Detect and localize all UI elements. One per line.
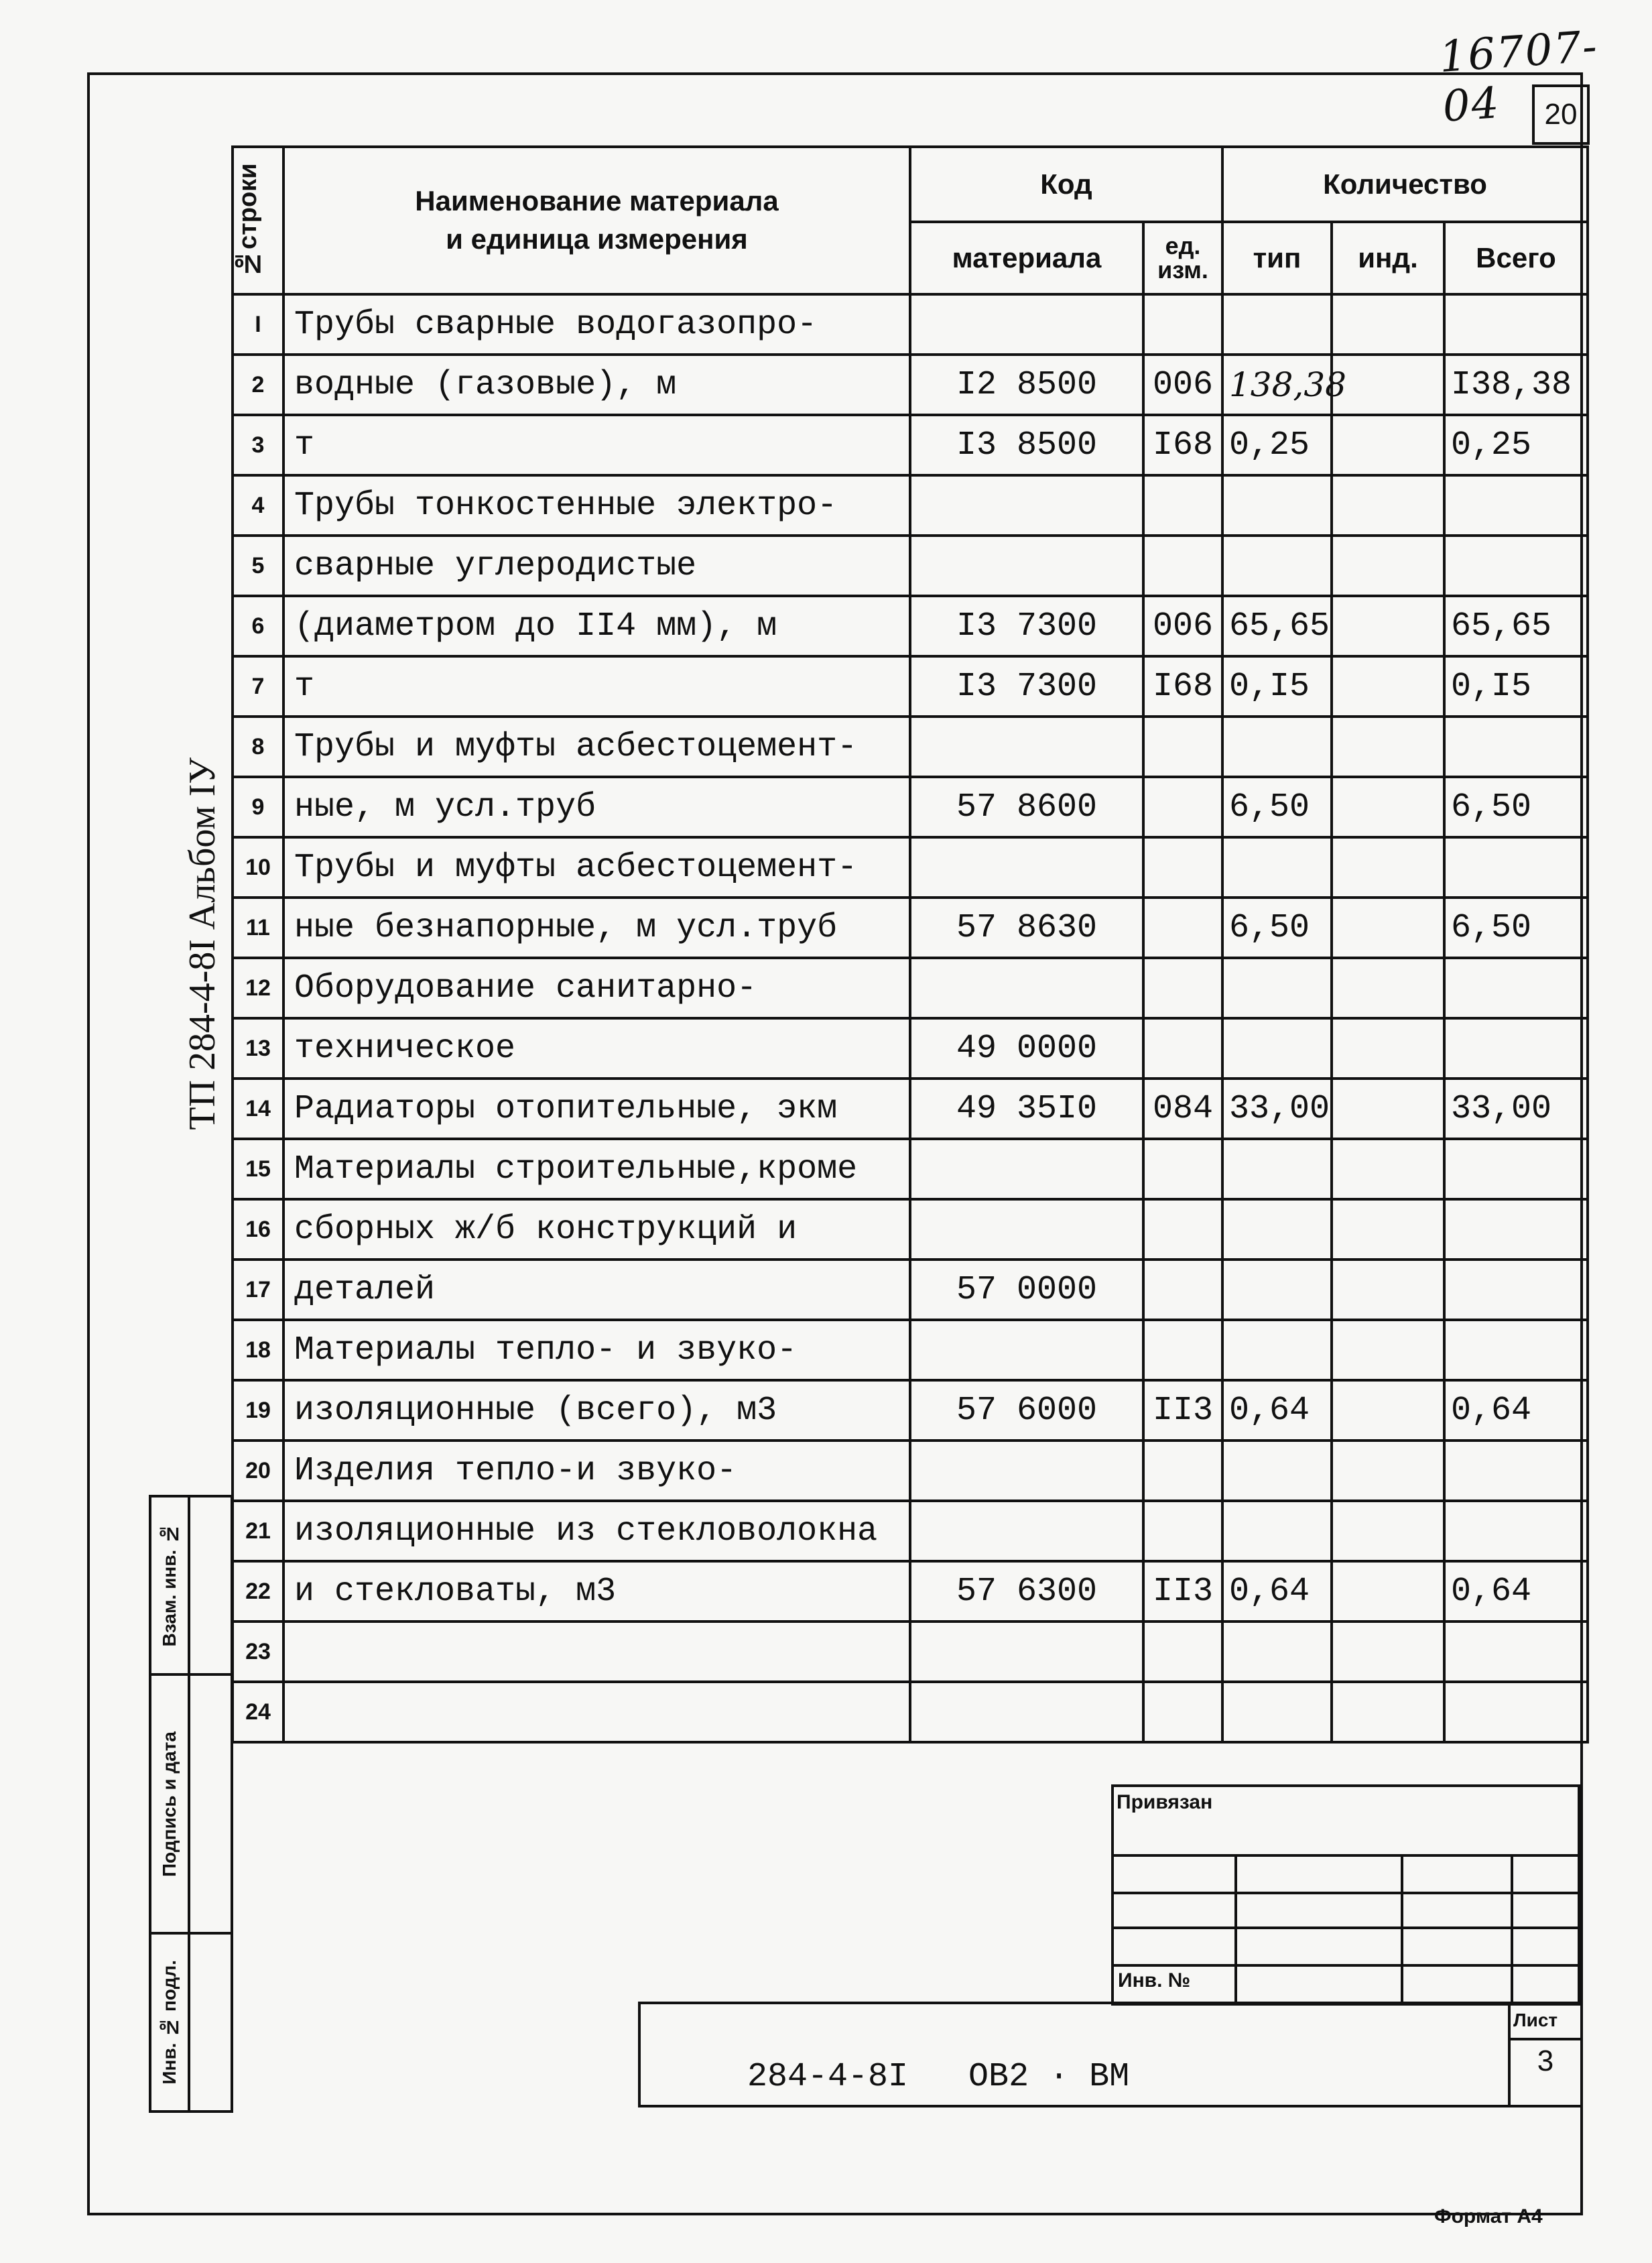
qty-total — [1444, 1018, 1588, 1079]
qty-type: 6,50 — [1222, 777, 1332, 837]
material-code: I3 8500 — [910, 415, 1143, 475]
unit-code — [1143, 1260, 1222, 1320]
row-number: 15 — [233, 1139, 283, 1199]
qty-ind — [1332, 415, 1444, 475]
qty-type — [1222, 717, 1332, 777]
row-number: 18 — [233, 1320, 283, 1380]
header-qty-ind: инд. — [1332, 222, 1444, 294]
signature-date-cell: Подпись и дата — [149, 1673, 190, 1935]
material-name: техническое — [283, 1018, 910, 1079]
row-number: 2 — [233, 355, 283, 415]
row-number: 19 — [233, 1380, 283, 1441]
qty-ind — [1332, 1561, 1444, 1622]
qty-total: I38,38 — [1444, 355, 1588, 415]
material-name: деталей — [283, 1260, 910, 1320]
qty-total — [1444, 837, 1588, 898]
table-row — [233, 1561, 1588, 1622]
material-code — [910, 1199, 1143, 1260]
unit-code — [1143, 898, 1222, 958]
row-number: 14 — [233, 1079, 283, 1139]
row-number: 9 — [233, 777, 283, 837]
qty-ind — [1332, 717, 1444, 777]
row-number: 12 — [233, 958, 283, 1018]
header-qty-type: тип — [1222, 222, 1332, 294]
unit-code: II3 — [1143, 1561, 1222, 1622]
qty-type — [1222, 837, 1332, 898]
material-name: т — [283, 656, 910, 717]
qty-type: 0,64 — [1222, 1561, 1332, 1622]
qty-type — [1222, 1199, 1332, 1260]
material-name: Трубы и муфты асбестоцемент- — [283, 837, 910, 898]
material-name: Трубы и муфты асбестоцемент- — [283, 717, 910, 777]
material-name — [283, 1682, 910, 1742]
qty-ind — [1332, 898, 1444, 958]
row-number: I — [233, 294, 283, 355]
row-number: 22 — [233, 1561, 283, 1622]
table-row — [233, 355, 1588, 415]
unit-code: I68 — [1143, 415, 1222, 475]
qty-ind — [1332, 1501, 1444, 1561]
material-name — [283, 1622, 910, 1682]
qty-total — [1444, 475, 1588, 536]
qty-total — [1444, 1320, 1588, 1380]
unit-code — [1143, 294, 1222, 355]
qty-type: 0,25 — [1222, 415, 1332, 475]
qty-type — [1222, 1622, 1332, 1682]
qty-ind — [1332, 1260, 1444, 1320]
material-code — [910, 1320, 1143, 1380]
qty-type — [1222, 1320, 1332, 1380]
qty-ind — [1332, 1079, 1444, 1139]
qty-type — [1222, 1018, 1332, 1079]
table-row — [233, 294, 1588, 355]
table-row — [233, 717, 1588, 777]
material-code — [910, 536, 1143, 596]
material-code — [910, 1501, 1143, 1561]
qty-type: 0,I5 — [1222, 656, 1332, 717]
qty-type — [1222, 1441, 1332, 1501]
row-number: 16 — [233, 1199, 283, 1260]
table-row — [233, 1199, 1588, 1260]
album-label: ТП 284-4-8I Альбом IУ — [182, 757, 223, 1130]
table-row — [233, 1682, 1588, 1742]
qty-type: 33,00 — [1222, 1079, 1332, 1139]
table-row — [233, 1079, 1588, 1139]
unit-code — [1143, 1441, 1222, 1501]
row-number: 13 — [233, 1018, 283, 1079]
table-row — [233, 777, 1588, 837]
qty-type: 0,64 — [1222, 1380, 1332, 1441]
qty-total — [1444, 958, 1588, 1018]
qty-ind — [1332, 355, 1444, 415]
row-number: 11 — [233, 898, 283, 958]
qty-total: 0,25 — [1444, 415, 1588, 475]
table-row — [233, 1441, 1588, 1501]
material-code: I3 7300 — [910, 656, 1143, 717]
page-number: 20 — [1532, 84, 1590, 145]
unit-code — [1143, 837, 1222, 898]
unit-code — [1143, 958, 1222, 1018]
table-row — [233, 475, 1588, 536]
header-code-material: материала — [910, 222, 1143, 294]
unit-code — [1143, 1320, 1222, 1380]
qty-type — [1222, 1260, 1332, 1320]
material-code: I2 8500 — [910, 355, 1143, 415]
material-code: 57 6000 — [910, 1380, 1143, 1441]
row-number: 10 — [233, 837, 283, 898]
unit-code: II3 — [1143, 1380, 1222, 1441]
material-code — [910, 1682, 1143, 1742]
qty-type — [1222, 536, 1332, 596]
material-name: ные безнапорные, м усл.труб — [283, 898, 910, 958]
qty-type — [1222, 1139, 1332, 1199]
approval-stamp-column — [149, 1495, 233, 2112]
material-code: 49 0000 — [910, 1018, 1143, 1079]
qty-total: 65,65 — [1444, 596, 1588, 656]
qty-ind — [1332, 1139, 1444, 1199]
qty-type — [1222, 475, 1332, 536]
qty-type: 6,50 — [1222, 898, 1332, 958]
unit-code: I68 — [1143, 656, 1222, 717]
material-code — [910, 1139, 1143, 1199]
material-code — [910, 475, 1143, 536]
row-number: 4 — [233, 475, 283, 536]
material-name: Радиаторы отопительные, экм — [283, 1079, 910, 1139]
material-code — [910, 294, 1143, 355]
qty-ind — [1332, 475, 1444, 536]
material-code — [910, 1622, 1143, 1682]
material-name: изоляционные (всего), м3 — [283, 1380, 910, 1441]
header-qty-total: Всего — [1444, 222, 1588, 294]
table-row — [233, 1501, 1588, 1561]
material-name: Изделия тепло-и звуко- — [283, 1441, 910, 1501]
qty-total — [1444, 1682, 1588, 1742]
unit-code — [1143, 777, 1222, 837]
unit-code: 084 — [1143, 1079, 1222, 1139]
row-number: 6 — [233, 596, 283, 656]
qty-type — [1222, 294, 1332, 355]
qty-type: 138,38 — [1222, 355, 1332, 415]
materials-table — [231, 145, 1589, 1744]
material-code: 57 8600 — [910, 777, 1143, 837]
table-row — [233, 536, 1588, 596]
qty-total — [1444, 1622, 1588, 1682]
sheet-number: 3 — [1537, 2044, 1554, 2077]
material-code — [910, 958, 1143, 1018]
table-row — [233, 596, 1588, 656]
original-inv-cell: Инв. № подл. — [149, 1932, 190, 2113]
material-code: 57 8630 — [910, 898, 1143, 958]
qty-type — [1222, 1501, 1332, 1561]
unit-code — [1143, 1199, 1222, 1260]
qty-ind — [1332, 1199, 1444, 1260]
header-code-unit: ед. изм. — [1143, 222, 1222, 294]
qty-ind — [1332, 1441, 1444, 1501]
header-name: Наименование материала и единица измерения — [283, 147, 910, 294]
row-number: 5 — [233, 536, 283, 596]
qty-total: 0,64 — [1444, 1380, 1588, 1441]
material-name: водные (газовые), м — [283, 355, 910, 415]
material-name: Трубы сварные водогазопро- — [283, 294, 910, 355]
material-name: сборных ж/б конструкций и — [283, 1199, 910, 1260]
table-row — [233, 1018, 1588, 1079]
unit-code — [1143, 1501, 1222, 1561]
qty-total: 6,50 — [1444, 777, 1588, 837]
qty-ind — [1332, 837, 1444, 898]
qty-ind — [1332, 1018, 1444, 1079]
qty-ind — [1332, 656, 1444, 717]
material-name: изоляционные из стекловолокна — [283, 1501, 910, 1561]
header-quantity: Количество — [1222, 147, 1588, 222]
qty-ind — [1332, 1682, 1444, 1742]
unit-code — [1143, 717, 1222, 777]
archive-number: 16707-04 — [1438, 21, 1600, 132]
unit-code — [1143, 1139, 1222, 1199]
qty-total — [1444, 1441, 1588, 1501]
qty-ind — [1332, 1622, 1444, 1682]
row-number: 7 — [233, 656, 283, 717]
qty-ind — [1332, 958, 1444, 1018]
format-label: Формат А4 — [1434, 2205, 1543, 2227]
material-code: 57 6300 — [910, 1561, 1143, 1622]
unit-code — [1143, 475, 1222, 536]
row-number: 17 — [233, 1260, 283, 1320]
material-name: ные, м усл.труб — [283, 777, 910, 837]
material-name: Трубы тонкостенные электро- — [283, 475, 910, 536]
material-code: 57 0000 — [910, 1260, 1143, 1320]
unit-code — [1143, 1682, 1222, 1742]
material-code: 49 35I0 — [910, 1079, 1143, 1139]
row-number: 21 — [233, 1501, 283, 1561]
sheet-label: Лист — [1513, 2010, 1558, 2030]
qty-total: 33,00 — [1444, 1079, 1588, 1139]
table-row — [233, 1380, 1588, 1441]
unit-code — [1143, 1622, 1222, 1682]
qty-total — [1444, 1139, 1588, 1199]
header-code: Код — [910, 147, 1222, 222]
qty-total — [1444, 717, 1588, 777]
row-number: 3 — [233, 415, 283, 475]
qty-total — [1444, 1260, 1588, 1320]
qty-ind — [1332, 294, 1444, 355]
unit-code — [1143, 536, 1222, 596]
unit-code — [1143, 1018, 1222, 1079]
inv-no-label: Инв. № — [1118, 1969, 1191, 1992]
qty-type — [1222, 1682, 1332, 1742]
material-name: Материалы тепло- и звуко- — [283, 1320, 910, 1380]
qty-total: 0,I5 — [1444, 656, 1588, 717]
qty-type: 65,65 — [1222, 596, 1332, 656]
binding-label: Привязан — [1117, 1791, 1213, 1813]
qty-total — [1444, 1501, 1588, 1561]
document-code: 284-4-8I ОВ2 · ВМ — [747, 2058, 1130, 2096]
replaced-inv-cell: Взам. инв. № — [149, 1495, 190, 1676]
table-row — [233, 1260, 1588, 1320]
table-row — [233, 1622, 1588, 1682]
qty-ind — [1332, 1380, 1444, 1441]
qty-total: 6,50 — [1444, 898, 1588, 958]
qty-type — [1222, 958, 1332, 1018]
qty-ind — [1332, 596, 1444, 656]
qty-ind — [1332, 536, 1444, 596]
row-number: 23 — [233, 1622, 283, 1682]
table-row — [233, 656, 1588, 717]
header-row-no: №строки — [233, 147, 283, 294]
row-number: 24 — [233, 1682, 283, 1742]
qty-total — [1444, 536, 1588, 596]
material-name: Оборудование санитарно- — [283, 958, 910, 1018]
material-name: и стекловаты, м3 — [283, 1561, 910, 1622]
table-row — [233, 1139, 1588, 1199]
material-name: сварные углеродистые — [283, 536, 910, 596]
table-row — [233, 1320, 1588, 1380]
material-name: т — [283, 415, 910, 475]
row-number: 20 — [233, 1441, 283, 1501]
material-name: (диаметром до II4 мм), м — [283, 596, 910, 656]
qty-ind — [1332, 1320, 1444, 1380]
material-code — [910, 837, 1143, 898]
material-code — [910, 1441, 1143, 1501]
material-name: Материалы строительные,кроме — [283, 1139, 910, 1199]
table-row — [233, 415, 1588, 475]
unit-code: 006 — [1143, 596, 1222, 656]
material-code — [910, 717, 1143, 777]
qty-total — [1444, 294, 1588, 355]
qty-ind — [1332, 777, 1444, 837]
row-number: 8 — [233, 717, 283, 777]
table-row — [233, 837, 1588, 898]
unit-code: 006 — [1143, 355, 1222, 415]
qty-total: 0,64 — [1444, 1561, 1588, 1622]
table-row — [233, 898, 1588, 958]
table-row — [233, 958, 1588, 1018]
qty-total — [1444, 1199, 1588, 1260]
material-code: I3 7300 — [910, 596, 1143, 656]
